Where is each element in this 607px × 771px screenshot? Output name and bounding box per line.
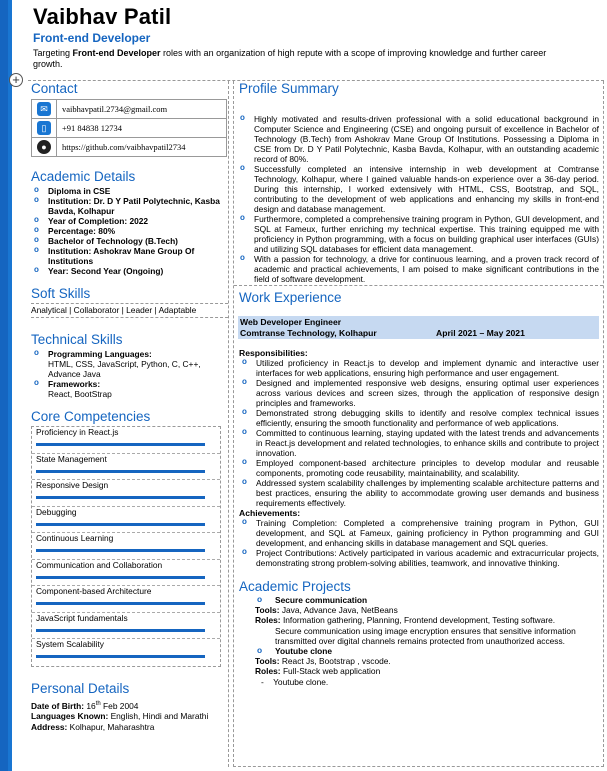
left-accent-bar [0,0,8,771]
list-item: o Percentage: 80% [31,226,228,236]
phone-number: +91 84838 12734 [57,119,227,138]
contact-title: Contact [31,81,78,96]
contact-row-github [32,138,227,157]
competency-level-bar [36,629,205,632]
competency-item [32,454,220,481]
list-item: o Frameworks: React, BootStrap [31,379,228,399]
competency-label: Continuous Learning [36,533,114,543]
list-item: o Utilized proficiency in React.js to develop and implement dynamic and interactive user interfaces for web applications, ensuring high performance and user engagement. [234,358,603,378]
project-description: Secure communication using image encryption ensures that sensitive information transmitted over digital channels remains protected from unauthorized access. [275,625,576,646]
list-item: o With a passion for technology, a drive for continuous learning, and a proven track record of academic and practical achievements, I am poised to make significant contributions in the field of software development. [234,254,603,284]
responsibilities-list [234,358,603,508]
technical-list [31,349,228,399]
contact-row-phone [32,119,227,138]
list-item: o Programming Languages: HTML, CSS, JavaScript, Python, C, C++, Advance Java [31,349,228,379]
personal-title: Personal Details [31,680,130,696]
github-link[interactable]: https://github.com/vaibhavpatil2734 [57,138,227,157]
competency-label: Communication and Collaboration [36,559,163,570]
project-tools: Tools: Java, Advance Java, NetBeans [255,605,398,616]
list-item: o Demonstrated strong debugging skills to identify and resolve complex technical issues efficiently, ensuring the smooth functionality and performance of web applications. [234,408,603,428]
achievements-title: Achievements: [239,508,301,518]
project-tools: Tools: React Js, Bootstrap , vscode. [255,656,391,667]
competency-label: Debugging [36,506,77,517]
achievements-list [234,518,603,568]
competency-level-bar [36,470,205,473]
work-title: Work Experience [239,290,342,305]
objective-text-bold: Front-end Developer [72,48,161,58]
competency-level-bar [36,602,205,605]
list-item: o Highly motivated and results-driven professional with a solid educational background in Computer Science and Engineering (CSE) and ongoing pursuit of excellence in Bachelor of Technology (B.Tech) from Ashokrav Mane Group Of Institutions. Possessing a Diploma in CSE from Dr. D Y Patil Polytechnic, Kasba Bavda, Kolhapur, with an outstanding academic record of 80%. [234,114,603,164]
left-margin-strip [8,0,26,771]
competency-level-bar [36,443,205,446]
competency-level-bar [36,655,205,658]
candidate-role: Front-end Developer [33,31,151,45]
competency-item [32,507,220,534]
project-roles: Roles: Information gathering, Planning, Frontend development, Testing software. [255,615,556,626]
projects-title: Academic Projects [239,579,351,594]
address-line: Address: Kolhapur, Maharashtra [31,722,155,733]
competency-item [32,427,220,454]
list-item: o Addressed system scalability challenges by implementing scalable architecture patterns and best practices, ensuring the ability to accommodate growing user demands and business requirements effectively. [234,478,603,508]
job-header [238,316,599,339]
competency-label: System Scalability [36,639,104,649]
project-title: o Secure communication [239,595,603,605]
competency-level-bar [36,496,205,499]
email-link[interactable]: vaibhavpatil.2734@gmail.com [57,100,227,119]
competency-item [32,586,220,613]
objective-text-post: roles with an organization of high repute with a scope of improving knowledge and further career growth. [33,48,547,69]
list-item: o Year: Second Year (Ongoing) [31,266,228,276]
candidate-name: Vaibhav Patil [33,4,172,29]
list-item: o Institution: Ashokrav Mane Group Of Institutions [31,246,228,266]
project-roles: Roles: Full-Stack web application [255,666,381,677]
job-dates: April 2021 – May 2021 [436,328,525,338]
competency-item [32,480,220,507]
competency-label: Component-based Architecture [36,586,152,596]
competency-level-bar [36,549,205,552]
list-item: o Furthermore, completed a comprehensive training program in Python, GUI development, and SQL at Fameux, further enriching my technical expertise. This training equipped me with proficiency in Python programming, with a focus on building graphical user interfaces (GUIs) and utilizing SQL databases for efficient data management. [234,214,603,254]
list-item: o Project Contributions: Actively participated in various academic and extracurricular projects, demonstrating strong problem-solving abilities, teamwork, and innovative thinking. [234,548,603,568]
academic-list [31,186,228,276]
academic-title: Academic Details [31,169,136,184]
projects-list [239,595,603,687]
project-description: - Youtube clone. [261,676,329,687]
right-column [233,81,604,767]
competency-label: Responsive Design [36,480,109,490]
competency-label: Proficiency in React.js [36,427,119,437]
contact-table [31,99,227,157]
competency-item [32,639,220,666]
list-item: o Designed and implemented responsive web designs, ensuring optimal user experiences across various devices and screen sizes, through the application of responsive design principles and frameworks. [234,378,603,408]
competency-label: JavaScript fundamentals [36,612,128,623]
summary-list [234,114,603,286]
contact-row-email [32,100,227,119]
list-item: o Diploma in CSE [31,186,228,196]
list-item: o Training Completion: Completed a comprehensive training program in Python, GUI development, and SQL at Fameux, gaining proficiency in Python programming and GUI development, and enhancing skills in database management and SQL queries. [234,518,603,548]
summary-title: Profile Summary [239,81,339,96]
github-icon: ● [37,140,51,154]
resume-header [33,4,593,70]
list-item: o Employed component-based architecture principles to develop modular and reusable components, promoting code reusability, maintainability, and scalability. [234,458,603,478]
list-item: o Institution: Dr. D Y Patil Polytechnic, Kasba Bavda, Kolhapur [31,196,228,216]
list-item: o Bachelor of Technology (B.Tech) [31,236,228,246]
mail-icon: ✉ [37,102,51,116]
career-objective [33,48,578,70]
competency-item [32,560,220,587]
objective-text-pre: Targeting [33,48,73,58]
soft-skills-text: Analytical | Collaborator | Leader | Adaptable [31,303,228,318]
add-icon[interactable]: + [9,73,23,87]
list-item: o Committed to continuous learning, staying updated with the latest trends and advancements in React.js development and related technologies, to enhance skills and contribute to project innovation. [234,428,603,458]
languages-line: Languages Known: English, Hindi and Marathi [31,711,209,722]
list-item: o Successfully completed an intensive internship in web development at Comtranse Technology, Kolhapur, where I gained valuable hands-on experience over a 36-day period. During this internship, I worked extensively with HTML, CSS, Bootstrap, and SQL, contributing to the development of web applications and enhancing my skills in front-end design and database management. [234,164,603,214]
soft-skills-title: Soft Skills [31,286,91,301]
competency-level-bar [36,576,205,579]
competency-level-bar [36,523,205,526]
job-company: Comtranse Technology, Kolhapur [240,327,377,338]
left-column [31,81,229,767]
competency-item [32,533,220,560]
responsibilities-title: Responsibilities: [239,348,308,358]
personal-details [31,699,228,734]
competencies-title: Core Competencies [31,409,151,424]
competency-item [32,613,220,640]
project-title: o Youtube clone [239,646,603,656]
job-title: Web Developer Engineer [240,317,342,327]
competencies-list [31,426,221,667]
technical-skills-title: Technical Skills [31,332,123,347]
phone-icon: ▯ [37,121,51,135]
dob-line: Date of Birth: 16th Feb 2004 [31,700,139,711]
list-item: o Year of Completion: 2022 [31,216,228,226]
competency-label: State Management [36,453,107,464]
